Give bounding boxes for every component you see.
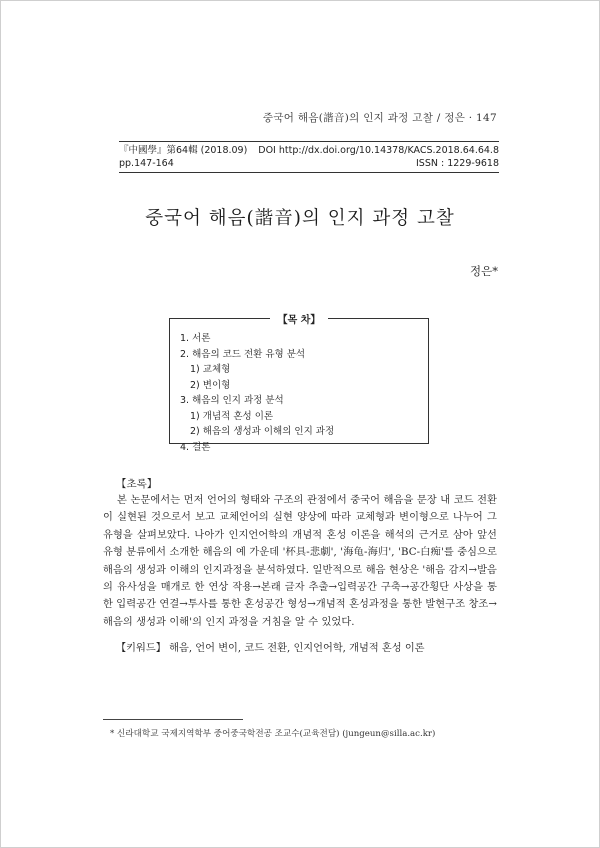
journal-issn: ISSN : 1229-9618 xyxy=(416,158,499,169)
toc-item[interactable]: 4. 결론 xyxy=(180,441,211,453)
toc-list xyxy=(180,331,334,455)
toc-item[interactable]: 1) 개념적 혼성 이론 xyxy=(190,410,274,422)
journal-pages: pp.147-164 xyxy=(119,158,174,169)
toc-item[interactable]: 2. 해음의 코드 전환 유형 분석 xyxy=(180,348,306,360)
running-head: 중국어 해음(諧音)의 인지 과정 고찰 / 정은 · 147 xyxy=(262,112,497,124)
table-of-contents xyxy=(169,315,429,453)
footnote-divider xyxy=(103,719,243,720)
journal-name-issue: 『中國學』第64輯 (2018.09) xyxy=(119,145,248,156)
abstract-label: 【초록】 xyxy=(116,478,158,490)
toc-heading: 【목 차】 xyxy=(270,315,329,326)
journal-info xyxy=(119,141,499,173)
toc-item[interactable]: 1) 교체형 xyxy=(190,364,231,375)
toc-item[interactable]: 2) 해음의 생성과 이해의 인지 과정 xyxy=(190,426,335,437)
toc-item[interactable]: 2) 변이형 xyxy=(190,379,231,391)
abstract-text: 본 논문에서는 먼저 언어의 형태와 구조의 관점에서 중국어 해음을 문장 내 코드 전환이 실현된 것으로서 보고 교체언어의 실현 양상에 따라 교체형과 변이형으로 나누어 그 유형을 살펴보았다. 나아가 인지언어학의 개념적 혼성 이론을 해석의 근거로 삼아 앞선 유형 분류에서 소개한 해음의 예 가운데 '杯具-悲劇', '海龟-海归', 'BC-白痴'를 중심으로 해음의 생성과 이해의 인지과정을 분석하였다. 일반적으로 해음 현상은 '해음 감지→발음의 유사성을 매개로 한 연상 작용→본래 글자 추출→입력공간 구축→공간횡단 사상을 통한 입력공간 연결→투사를 통한 혼성공간 형성→개념적 혼성과정을 통한 발현구조 창조→해음의 생성과 이해'의 인지 과정을 거침을 알 수 있었다. xyxy=(103,495,497,628)
author-name: 정은* xyxy=(470,264,498,278)
paper-title: 중국어 해음(諧音)의 인지 과정 고찰 xyxy=(145,208,455,229)
toc-item[interactable]: 3. 해음의 인지 과정 분석 xyxy=(180,395,284,406)
author-footnote: * 신라대학교 국제지역학부 중어중국학전공 조교수(교육전담) (jungeun@silla.ac.kr) xyxy=(110,729,436,739)
keywords: 【키워드】 해음, 언어 변이, 코드 전환, 인지언어학, 개념적 혼성 이론 xyxy=(116,643,425,654)
toc-item[interactable]: 1. 서론 xyxy=(180,333,211,344)
journal-doi[interactable]: DOI http://dx.doi.org/10.14378/KACS.2018.64.64.8 xyxy=(258,145,499,156)
